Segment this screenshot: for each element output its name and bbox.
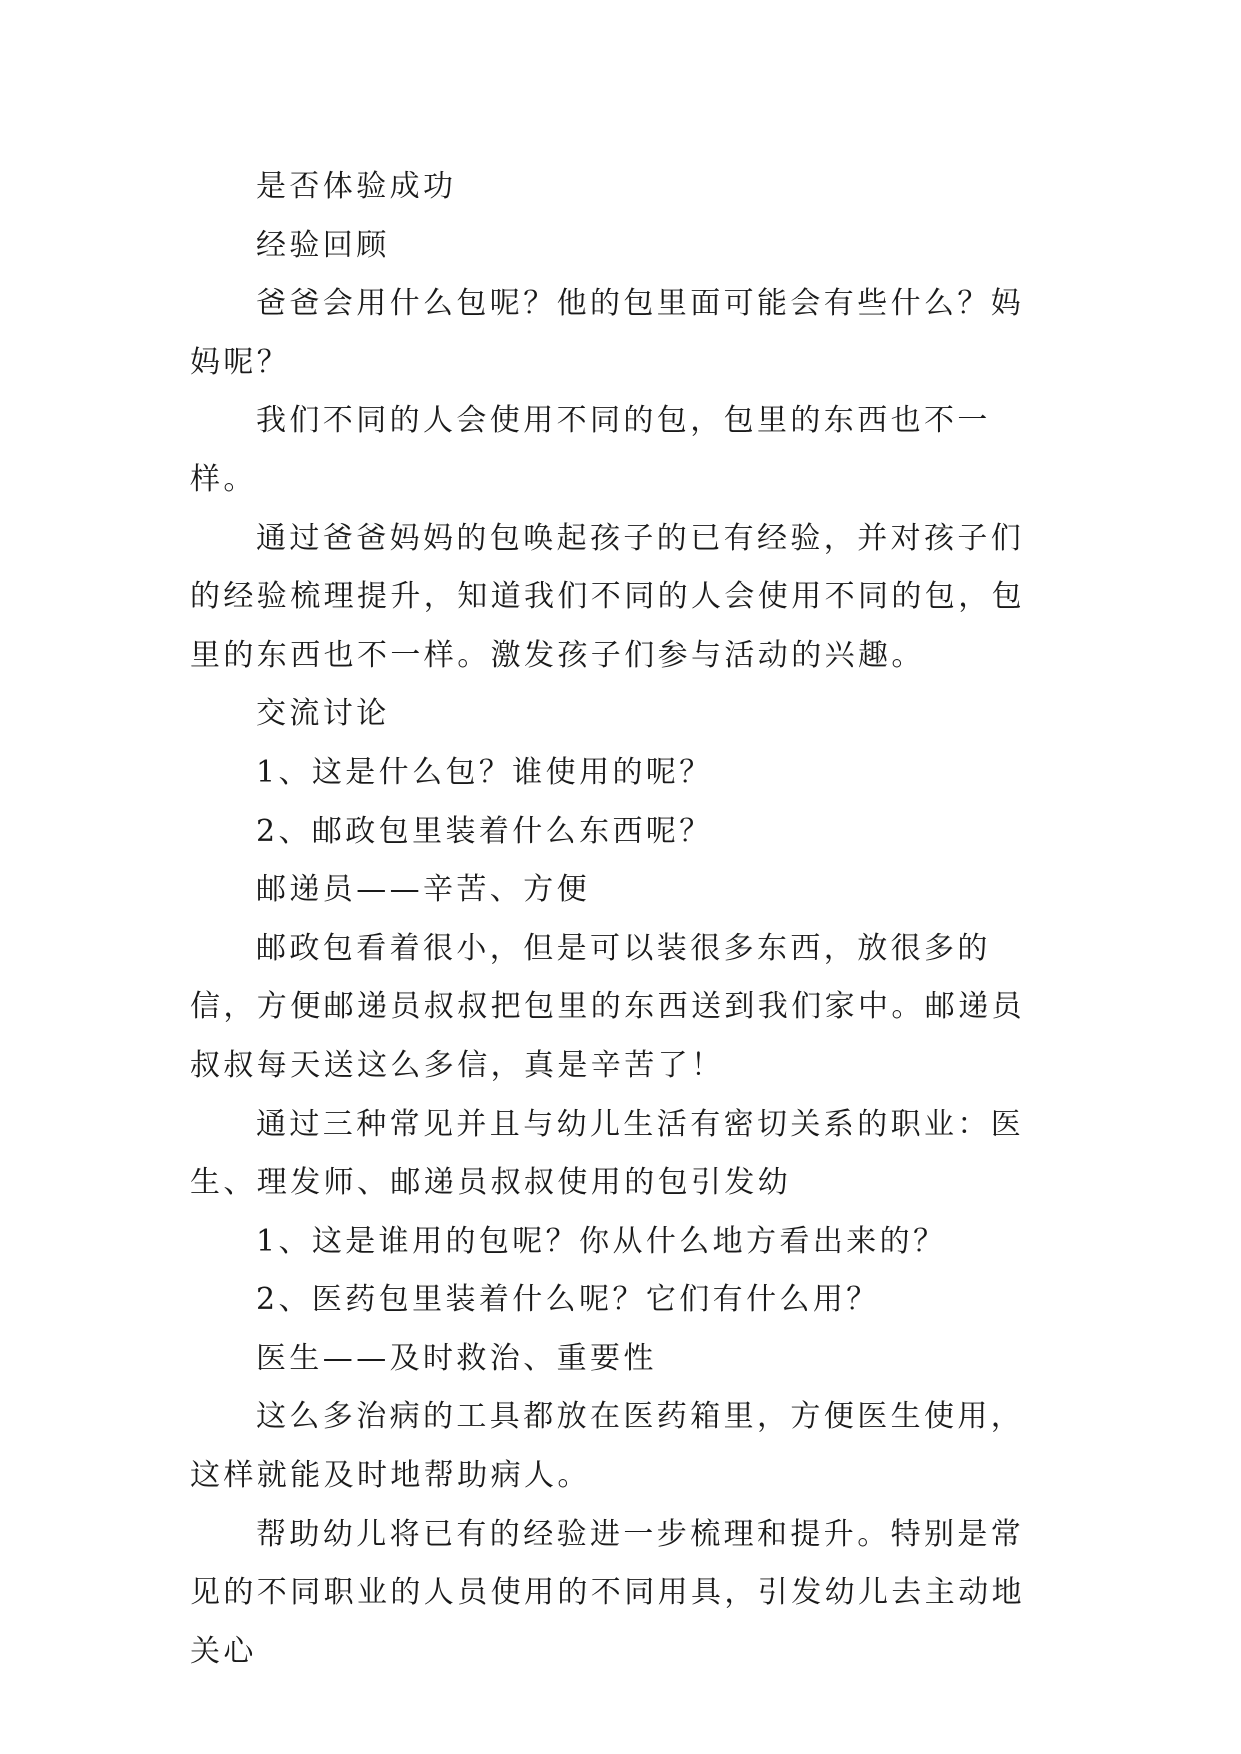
paragraph-different-bags: 我们不同的人会使用不同的包，包里的东西也不一样。 [190, 403, 991, 497]
paragraph-dad-bag-question: 爸爸会用什么包呢？他的包里面可能会有些什么？妈妈呢？ [190, 286, 1025, 380]
paragraph-question-3: 1、这是谁用的包呢？你从什么地方看出来的？ [256, 1223, 947, 1259]
paragraph-heading-review: 经验回顾 [256, 227, 390, 263]
paragraph-question-4: 2、医药包里装着什么呢？它们有什么用？ [256, 1282, 880, 1318]
paragraph-postman-description: 邮政包看着很小，但是可以装很多东西，放很多的信，方便邮递员叔叔把包里的东西送到我们家中。邮递员叔叔每天送这么多信，真是辛苦了！ [190, 930, 1025, 1083]
paragraph-heading-doctor: 医生——及时救治、重要性 [256, 1340, 657, 1376]
document-body [190, 158, 1052, 1681]
paragraph-doctor-description: 这么多治病的工具都放在医药箱里，方便医生使用，这样就能及时地帮助病人。 [190, 1399, 1025, 1494]
paragraph-summary: 帮助幼儿将已有的经验进一步梳理和提升。特别是常见的不同职业的人员使用的不同用具，引发幼儿去主动地关心 [190, 1516, 1025, 1669]
paragraph-question-1: 1、这是什么包？谁使用的呢？ [256, 754, 713, 790]
paragraph-question-2: 2、邮政包里装着什么东西呢？ [256, 813, 713, 849]
paragraph-review-purpose: 通过爸爸妈妈的包唤起孩子的已有经验，并对孩子们的经验梳理提升，知道我们不同的人会使用不同的包，包里的东西也不一样。激发孩子们参与活动的兴趣。 [190, 520, 1025, 673]
paragraph-experience-success: 是否体验成功 [256, 169, 457, 204]
paragraph-three-professions: 通过三种常见并且与幼儿生活有密切关系的职业：医生、理发师、邮递员叔叔使用的包引发幼 [190, 1106, 1025, 1201]
paragraph-heading-discussion: 交流讨论 [256, 696, 390, 732]
paragraph-heading-postman: 邮递员——辛苦、方便 [256, 872, 590, 908]
